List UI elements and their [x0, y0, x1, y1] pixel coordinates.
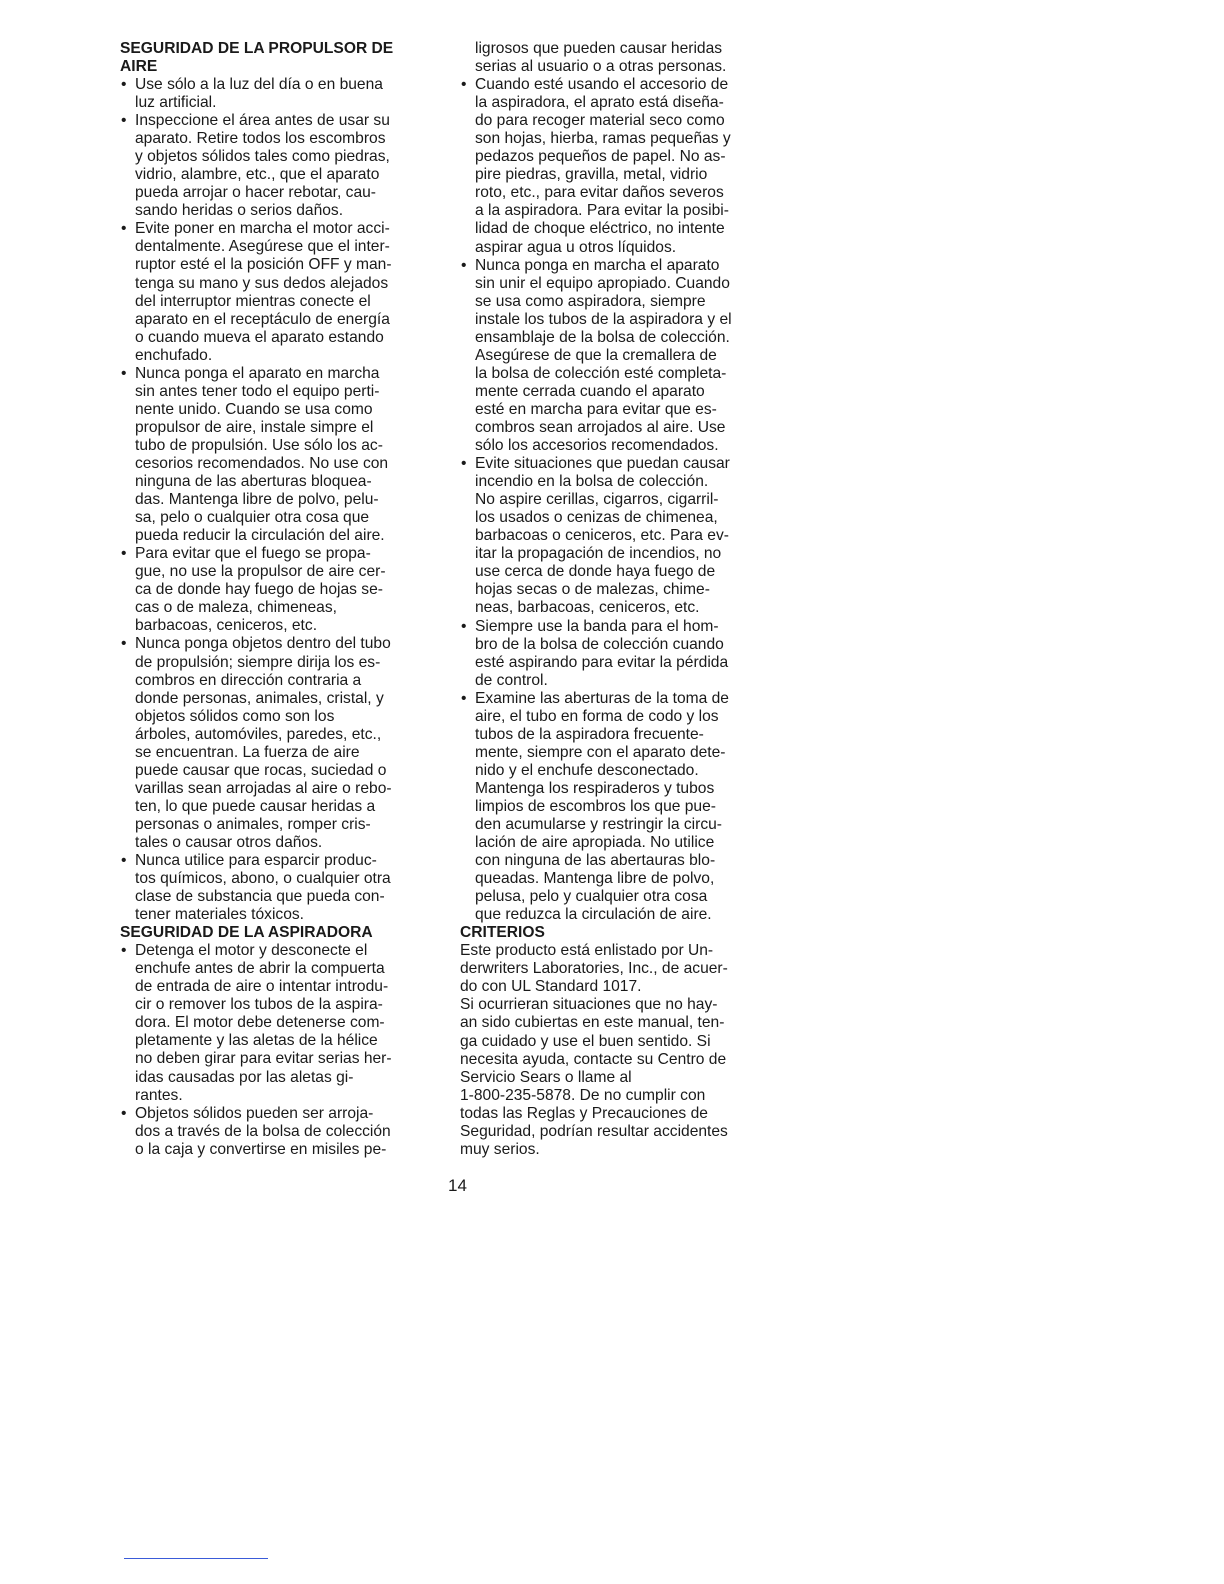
continued-text: ligrosos que pueden causar heridas serias al usuario o a otras personas.: [475, 40, 727, 76]
list-item: • Detenga el motor y desconecte el enchufe antes de abrir la compuerta de entrada de aire o intentar introdu- cir o remover los tubos de la aspira- dora. El motor debe detenerse com- pletamente y las aletas de la hélice no deben girar para evitar serias her- idas causadas por las aletas gi- rantes.: [120, 942, 440, 1104]
list-item: • Para evitar que el fuego se propa- gue, no use la propulsor de aire cer- ca de donde hay fuego de hojas se- cas o de maleza, chimeneas, barbacoas, ceniceros, etc.: [120, 545, 440, 635]
aspiradora-safety-list: [120, 942, 440, 1159]
left-column: [120, 40, 440, 1159]
list-item: • Siempre use la banda para el hom- bro de la bolsa de colección cuando esté aspirando para evitar la pérdida de control.: [460, 618, 778, 690]
right-column: [460, 40, 778, 1159]
section-heading-criterios: CRITERIOS: [460, 924, 545, 942]
list-item: • Evite situaciones que puedan causar incendio en la bolsa de colección. No aspire cerillas, cigarros, cigarril- los usados o cenizas de chimenea, barbacoas o ceniceros, etc. Para ev- itar la propagación de incendios, no use cerca de donde haya fuego de hojas secas o de malezas, chime- neas, barbacoas, ceniceros, etc.: [460, 455, 778, 617]
list-item: • Objetos sólidos pueden ser arroja- dos a través de la bolsa de colección o la caja y convertirse en misiles pe-: [120, 1105, 440, 1159]
list-item: • Nunca ponga objetos dentro del tubo de propulsión; siempre dirija los es- combros en dirección contraria a donde personas, animales, cristal, y objetos sólidos como son los árboles, automóviles, paredes, etc., se encuentran. La fuerza de aire puede causar que rocas, suciedad o varillas sean arrojadas al aire o rebo- ten, lo que puede causar heridas a personas o animales, romper cris- tales o causar otros daños.: [120, 635, 440, 852]
list-item: • Evite poner en marcha el motor acci- dentalmente. Asegúrese que el inter- ruptor esté el la posición OFF y man- tenga su mano y sus dedos alejados del interruptor mientras conecte el aparato en el receptáculo de energía o cuando mueva el aparato estando enchufado.: [120, 220, 440, 364]
list-item: • Nunca ponga el aparato en marcha sin antes tener todo el equipo perti- nente unido. Cuando se usa como propulsor de aire, instale simpre el tubo de propulsión. Use sólo los ac- cesorios recomendados. No use con ninguna de las aberturas bloquea- das. Mantenga libre de polvo, pelu- sa, pelo o cualquier otra cosa que pueda reducir la circulación del aire.: [120, 365, 440, 545]
list-item: • Cuando esté usando el accesorio de la aspiradora, el aprato está diseña- do para recoger material seco como son hojas, hierba, ramas pequeñas y pedazos pequeños de papel. No as- pire piedras, gravilla, metal, vidrio roto, etc., para evitar daños severos a la aspiradora. Para evitar la posibi- lidad de choque eléctrico, no intente aspirar agua u otros líquidos.: [460, 76, 778, 256]
list-item: • Use sólo a la luz del día o en buena luz artificial.: [120, 76, 440, 112]
list-item: • Inspeccione el área antes de usar su aparato. Retire todos los escombros y objetos sólidos tales como piedras, vidrio, alambre, etc., que el aparato pueda arrojar o hacer rebotar, cau- sando heridas o serios daños.: [120, 112, 440, 220]
criterios-paragraph-2: Si ocurrieran situaciones que no hay- an sido cubiertas en este manual, ten- ga cuidado y use el buen sentido. Si necesita ayuda, contacte su Centro de Servicio Sears o llame al 1-800-235-5878. De no cumplir con todas las Reglas y Precauciones de Seguridad, podrían resultar accidentes muy serios.: [460, 996, 728, 1158]
list-item: • Nunca utilice para esparcir produc- tos químicos, abono, o cualquier otra clase de substancia que pueda con- tener materiales tóxicos.: [120, 852, 440, 924]
list-item: • Nunca ponga en marcha el aparato sin unir el equipo apropiado. Cuando se usa como aspiradora, siempre instale los tubos de la aspiradora y el ensamblaje de la bolsa de colección. Asegúrese de que la cremallera de la bolsa de colección esté completa- mente cerrada cuando el aparato esté en marcha para evitar que es- combros sean arrojados al aire. Use sólo los accesorios recomendados.: [460, 257, 778, 456]
list-item: • Examine las aberturas de la toma de aire, el tubo en forma de codo y los tubos de la aspiradora frecuente- mente, siempre con el aparato dete- nido y el enchufe desconectado. Mantenga los respiraderos y tubos limpios de escombros los que pue- den acumularse y restringir la circu- lación de aire apropiada. No utilice con ninguna de las abertauras blo- queadas. Mantenga libre de polvo, pelusa, pelo y cualquier otra cosa que reduzca la circulación de aire.: [460, 690, 778, 925]
section-heading-propulsor: SEGURIDAD DE LA PROPULSOR DE AIRE: [120, 40, 394, 75]
page-number: 14: [448, 1176, 467, 1195]
aspiradora-safety-list-continued: [460, 76, 778, 924]
divider-line: [124, 1558, 268, 1559]
criterios-paragraph-1: Este producto está enlistado por Un- derwriters Laboratories, Inc., de acuer- do con UL Standard 1017.: [460, 942, 728, 996]
propulsor-safety-list: [120, 76, 440, 924]
section-heading-aspiradora: SEGURIDAD DE LA ASPIRADORA: [120, 924, 373, 942]
